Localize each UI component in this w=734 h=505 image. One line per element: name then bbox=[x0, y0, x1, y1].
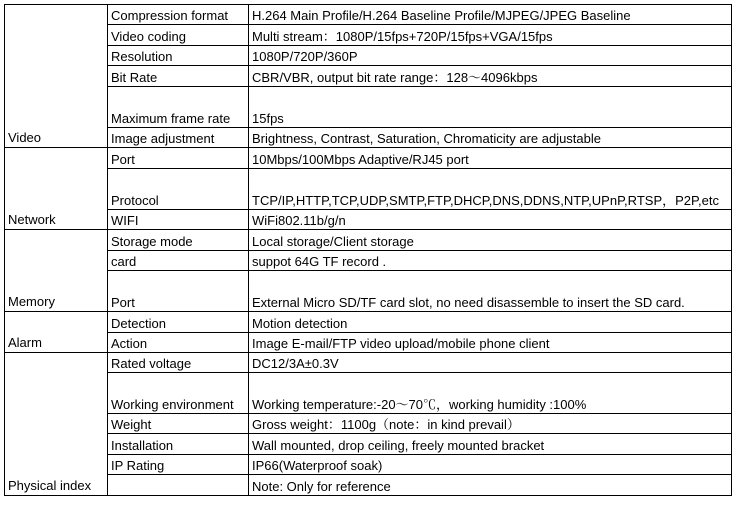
spec-label-cell: Working environment bbox=[108, 373, 249, 414]
spec-value-cell: IP66(Waterproof soak) bbox=[249, 455, 732, 475]
spec-value-cell: Gross weight：1100g（note：in kind prevail） bbox=[249, 414, 732, 434]
spec-row bbox=[5, 333, 732, 353]
spec-label-cell: Protocol bbox=[108, 169, 249, 210]
spec-value-cell: 1080P/720P/360P bbox=[249, 46, 732, 66]
spec-label-cell: Rated voltage bbox=[108, 353, 249, 373]
spec-row bbox=[5, 230, 732, 251]
spec-row bbox=[5, 455, 732, 475]
spec-value-cell: WiFi802.11b/g/n bbox=[249, 210, 732, 230]
spec-row bbox=[5, 66, 732, 87]
spec-row bbox=[5, 5, 732, 25]
spec-value-cell: H.264 Main Profile/H.264 Baseline Profile/MJPEG/JPEG Baseline bbox=[249, 5, 732, 25]
spec-row bbox=[5, 25, 732, 46]
spec-value-cell: Note: Only for reference bbox=[249, 475, 732, 496]
spec-label-cell: Action bbox=[108, 333, 249, 353]
spec-label-cell: Port bbox=[108, 148, 249, 169]
spec-row bbox=[5, 87, 732, 128]
spec-label-cell: Bit Rate bbox=[108, 66, 249, 87]
category-cell: Physical index bbox=[5, 353, 108, 496]
spec-row bbox=[5, 353, 732, 373]
category-cell: Network bbox=[5, 148, 108, 230]
spec-label-cell: WIFI bbox=[108, 210, 249, 230]
spec-value-cell: Brightness, Contrast, Saturation, Chromaticity are adjustable bbox=[249, 128, 732, 148]
spec-value-cell: Local storage/Client storage bbox=[249, 230, 732, 251]
spec-label-cell: Detection bbox=[108, 312, 249, 333]
spec-value-cell: External Micro SD/TF card slot, no need disassemble to insert the SD card. bbox=[249, 271, 732, 312]
spec-value-cell: 10Mbps/100Mbps Adaptive/RJ45 port bbox=[249, 148, 732, 169]
spec-table-body bbox=[5, 5, 732, 496]
spec-row bbox=[5, 46, 732, 66]
spec-value-cell: Image E-mail/FTP video upload/mobile phone client bbox=[249, 333, 732, 353]
spec-label-cell: Video coding bbox=[108, 25, 249, 46]
spec-row bbox=[5, 373, 732, 414]
spec-label-cell: Maximum frame rate bbox=[108, 87, 249, 128]
category-cell: Memory bbox=[5, 230, 108, 312]
spec-label-cell bbox=[108, 475, 249, 496]
category-cell: Alarm bbox=[5, 312, 108, 353]
category-cell: Video bbox=[5, 5, 108, 148]
spec-label-cell: Image adjustment bbox=[108, 128, 249, 148]
spec-label-cell: Weight bbox=[108, 414, 249, 434]
spec-row bbox=[5, 414, 732, 434]
spec-row bbox=[5, 148, 732, 169]
spec-value-cell: CBR/VBR, output bit rate range：128～4096kbps bbox=[249, 66, 732, 87]
spec-row bbox=[5, 312, 732, 333]
spec-row bbox=[5, 251, 732, 271]
spec-label-cell: IP Rating bbox=[108, 455, 249, 475]
spec-label-cell: Compression format bbox=[108, 5, 249, 25]
spec-row bbox=[5, 169, 732, 210]
spec-row bbox=[5, 434, 732, 455]
spec-value-cell: Motion detection bbox=[249, 312, 732, 333]
spec-label-cell: Storage mode bbox=[108, 230, 249, 251]
spec-value-cell: Wall mounted, drop ceiling, freely mounted bracket bbox=[249, 434, 732, 455]
spec-table bbox=[4, 4, 732, 496]
spec-label-cell: Installation bbox=[108, 434, 249, 455]
spec-row bbox=[5, 475, 732, 496]
spec-label-cell: Port bbox=[108, 271, 249, 312]
spec-label-cell: card bbox=[108, 251, 249, 271]
spec-row bbox=[5, 271, 732, 312]
spec-value-cell: Multi stream：1080P/15fps+720P/15fps+VGA/15fps bbox=[249, 25, 732, 46]
spec-value-cell: 15fps bbox=[249, 87, 732, 128]
spec-value-cell: suppot 64G TF record . bbox=[249, 251, 732, 271]
spec-row bbox=[5, 128, 732, 148]
spec-value-cell: TCP/IP,HTTP,TCP,UDP,SMTP,FTP,DHCP,DNS,DDNS,NTP,UPnP,RTSP，P2P,etc bbox=[249, 169, 732, 210]
spec-value-cell: DC12/3A±0.3V bbox=[249, 353, 732, 373]
spec-row bbox=[5, 210, 732, 230]
spec-value-cell: Working temperature:-20～70℃，working humidity :100% bbox=[249, 373, 732, 414]
spec-label-cell: Resolution bbox=[108, 46, 249, 66]
